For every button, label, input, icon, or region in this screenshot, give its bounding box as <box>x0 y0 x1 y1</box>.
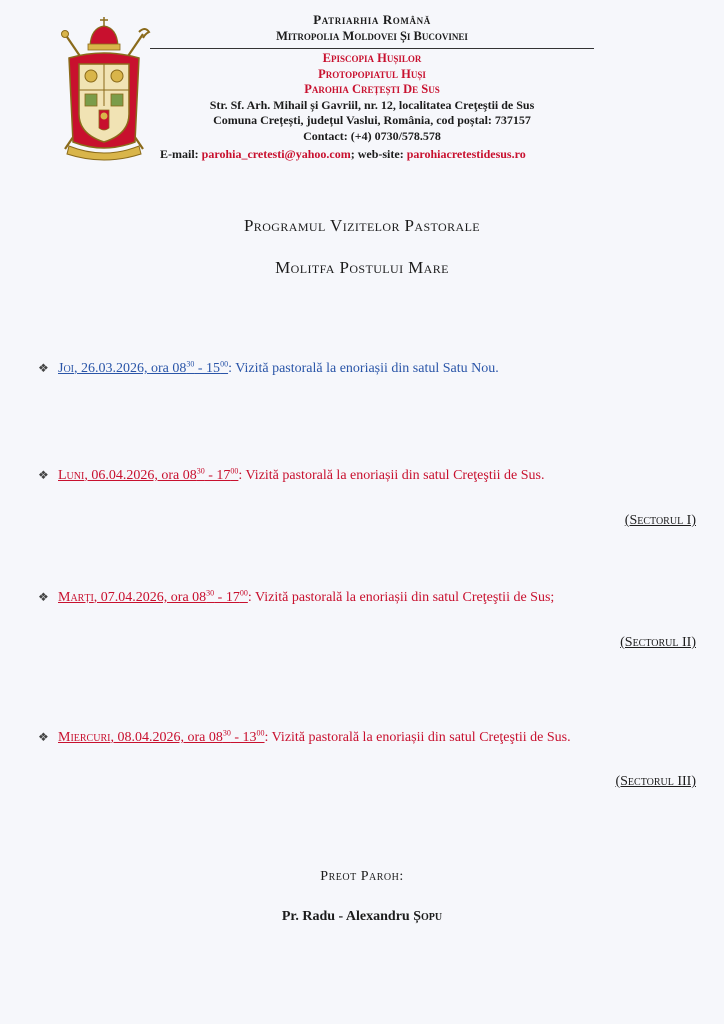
diamond-bullet-icon: ❖ <box>38 361 49 375</box>
visit-description: Vizită pastorală la enoriașii din satul Creţeştii de Sus. <box>245 468 545 483</box>
document-subtitle: Molitfa Postului Mare <box>275 258 449 277</box>
visit-entry: ❖ Joi, 26.03.2026, ora $08^{30} - 15^{00}$: Vizită pastorală la enoriașii din satul Satu Nou. <box>38 359 499 376</box>
diamond-bullet-icon: ❖ <box>38 590 49 604</box>
email-label: E-mail: <box>160 147 199 161</box>
visit-datetime: Marți, 07.04.2026, ora $08^{30} - 17^{00}$ <box>58 588 248 605</box>
commune-address: Comuna Crețești, județul Vaslui, România, cod poștal: 737157 <box>213 113 531 127</box>
visit-datetime: Joi, 26.03.2026, ora $08^{30} - 15^{00}$ <box>58 359 229 376</box>
visit-description: Vizită pastorală la enoriașii din satul Creţeştii de Sus. <box>271 730 571 745</box>
visit-description: Vizită pastorală la enoriașii din satul Creţeştii de Sus; <box>254 590 555 605</box>
diamond-bullet-icon: ❖ <box>38 730 49 744</box>
street-address: Str. Sf. Arh. Mihail și Gavriil, nr. 12, localitatea Creţeştii de Sus <box>209 97 535 112</box>
visit-entry: ❖ Miercuri, 08.04.2026, ora $08^{30} - 13^{00}$: Vizită pastorală la enoriașii din satul Creţeştii de Sus. <box>38 728 571 745</box>
visit-description: Vizită pastorală la enoriașii din satul Satu Nou. <box>235 361 499 376</box>
letterhead-divider <box>150 48 594 49</box>
email-link[interactable]: parohia_cretesti@yahoo.com <box>201 147 351 161</box>
visit-entry: ❖ Luni, 06.04.2026, ora $08^{30} - 17^{00}$: Vizită pastorală la enoriașii din satul Creţeştii de Sus. <box>38 466 545 483</box>
parish-name: Parohia Crețești De Sus <box>304 82 440 96</box>
diamond-bullet-icon: ❖ <box>38 468 49 482</box>
deanery-name: Protopopiatul Huși <box>318 66 426 81</box>
visit-entry: ❖ Marți, 07.04.2026, ora $08^{30} - 17^{00}$: Vizită pastorală la enoriașii din satul Creţeştii de Sus; <box>38 588 555 605</box>
signature-name: Pr. Radu - Alexandru Șopu <box>281 909 443 924</box>
visit-datetime: Luni, 06.04.2026, ora $08^{30} - 17^{00}$ <box>58 466 239 483</box>
metropolis-name: Mitropolia Moldovei Și Bucovinei <box>276 29 468 43</box>
coat-of-arms-icon <box>55 14 153 164</box>
letterhead <box>150 12 594 144</box>
sector-label: (Sectorul III) <box>615 774 696 789</box>
document-title: Programul Vizitelor Pastorale <box>243 216 481 235</box>
contact-line: E-mail: parohia_cretesti@yahoo.com; web-site: parohiacretestidesus.ro <box>160 147 526 161</box>
sector-label: (Sectorul I) <box>624 513 696 528</box>
website-link[interactable]: parohiacretestidesus.ro <box>406 147 526 161</box>
patriarchate-name: Patriarhia Română <box>313 12 431 27</box>
website-label: web-site: <box>357 147 404 161</box>
contact-phone: Contact: (+4) 0730/578.578 <box>303 128 441 143</box>
sector-label: (Sectorul II) <box>620 635 696 650</box>
diocese-name: Episcopia Hușilor <box>322 51 422 65</box>
signature-role: Preot Paroh: <box>320 869 404 884</box>
visit-datetime: Miercuri, 08.04.2026, ora $08^{30} - 13^{00}$ <box>58 728 265 745</box>
